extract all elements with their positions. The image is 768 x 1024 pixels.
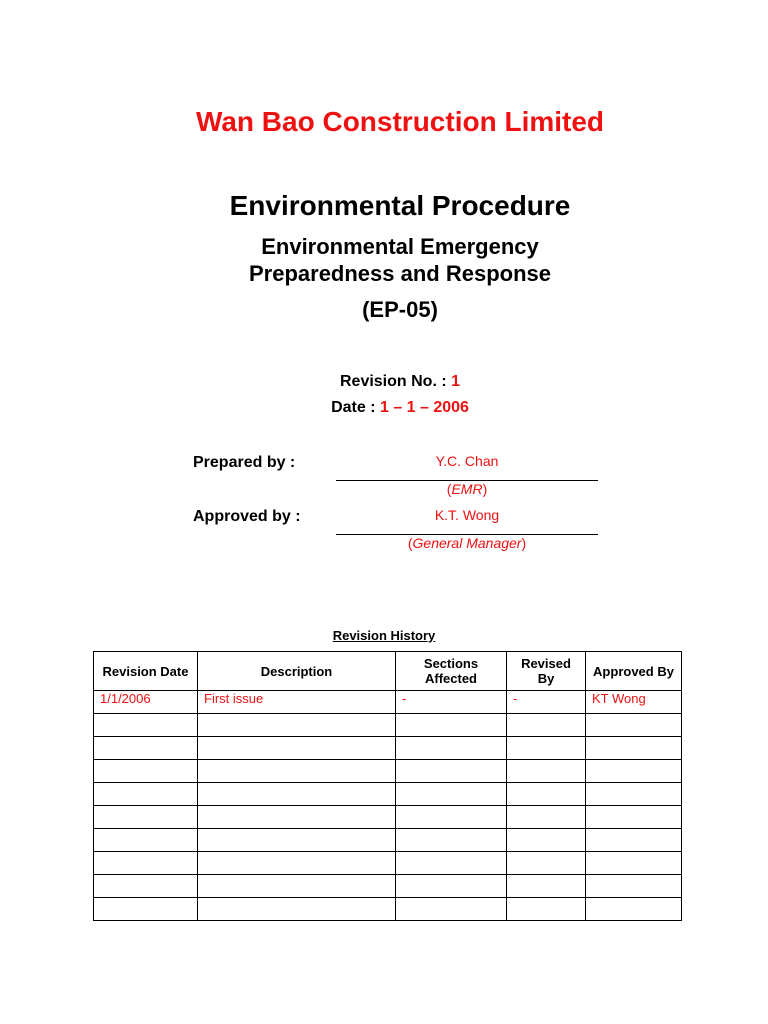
header-description: Description xyxy=(198,652,396,691)
cell-revised-by xyxy=(507,783,586,806)
cell-revision-date xyxy=(94,714,198,737)
cell-revision-date xyxy=(94,829,198,852)
revision-number xyxy=(0,373,768,391)
cell-description xyxy=(198,714,396,737)
date-value: 1 – 1 – 2006 xyxy=(379,399,469,416)
approved-by-label: Approved by : xyxy=(193,508,301,525)
table-header-row xyxy=(94,652,682,691)
document-code: (EP-05) xyxy=(362,297,438,322)
cell-revised-by xyxy=(507,875,586,898)
company-name: Wan Bao Construction Limited xyxy=(195,106,605,137)
cell-description xyxy=(198,737,396,760)
table-row xyxy=(94,806,682,829)
prepared-by-role: (EMR) xyxy=(446,481,488,497)
cell-approved-by xyxy=(586,737,682,760)
revision-value: 1 xyxy=(451,373,461,390)
table-row xyxy=(94,737,682,760)
cell-sections-affected xyxy=(396,829,507,852)
revision-date xyxy=(0,399,768,417)
table-row xyxy=(94,760,682,783)
approved-by-role: (General Manager) xyxy=(407,535,527,551)
cell-revised-by xyxy=(507,829,586,852)
table-row xyxy=(94,691,682,714)
cell-approved-by: KT Wong xyxy=(586,691,682,714)
revision-label: Revision No. : xyxy=(339,373,452,390)
cell-revised-by xyxy=(507,806,586,829)
cell-approved-by xyxy=(586,898,682,921)
table-row xyxy=(94,714,682,737)
cell-revised-by xyxy=(507,852,586,875)
cell-revised-by xyxy=(507,898,586,921)
revision-history-title: Revision History xyxy=(332,628,436,643)
cell-revision-date xyxy=(94,737,198,760)
cell-approved-by xyxy=(586,760,682,783)
cell-revised-by: - xyxy=(507,691,586,714)
header-approved-by: Approved By xyxy=(586,652,682,691)
cell-revision-date xyxy=(94,875,198,898)
cell-revised-by xyxy=(507,760,586,783)
cell-description xyxy=(198,783,396,806)
cell-description xyxy=(198,806,396,829)
cell-approved-by xyxy=(586,714,682,737)
table-row xyxy=(94,852,682,875)
cell-description xyxy=(198,829,396,852)
prepared-by-label: Prepared by : xyxy=(193,454,296,471)
header-revision-date: Revision Date xyxy=(94,652,198,691)
approved-by-name: K.T. Wong xyxy=(434,507,500,523)
cell-revision-date xyxy=(94,806,198,829)
cell-sections-affected xyxy=(396,737,507,760)
cell-approved-by xyxy=(586,783,682,806)
cell-description: First issue xyxy=(198,691,396,714)
header-sections-affected: Sections Affected xyxy=(396,652,507,691)
cell-revision-date xyxy=(94,898,198,921)
cell-description xyxy=(198,875,396,898)
cell-sections-affected xyxy=(396,875,507,898)
header-revised-by: Revised By xyxy=(507,652,586,691)
cell-sections-affected xyxy=(396,806,507,829)
date-label: Date : xyxy=(331,399,380,416)
cell-revision-date: 1/1/2006 xyxy=(94,691,198,714)
cell-approved-by xyxy=(586,829,682,852)
cell-approved-by xyxy=(586,852,682,875)
prepared-by-name: Y.C. Chan xyxy=(435,453,499,469)
cell-revised-by xyxy=(507,714,586,737)
cell-sections-affected xyxy=(396,898,507,921)
table-row xyxy=(94,783,682,806)
cell-description xyxy=(198,852,396,875)
cell-description xyxy=(198,898,396,921)
cell-sections-affected xyxy=(396,852,507,875)
revision-history-table xyxy=(93,651,682,921)
cell-approved-by xyxy=(586,806,682,829)
table-row xyxy=(94,875,682,898)
cell-sections-affected xyxy=(396,783,507,806)
table-row xyxy=(94,898,682,921)
cell-sections-affected xyxy=(396,714,507,737)
cell-revised-by xyxy=(507,737,586,760)
approved-role-text: General Manager xyxy=(412,535,522,551)
cell-description xyxy=(198,760,396,783)
cell-approved-by xyxy=(586,875,682,898)
prepared-role-text: EMR xyxy=(451,481,483,497)
cell-revision-date xyxy=(94,783,198,806)
document-subtitle-line1: Environmental Emergency xyxy=(261,234,539,259)
cell-sections-affected xyxy=(396,760,507,783)
document-subtitle-line2: Preparedness and Response xyxy=(248,261,551,286)
cell-revision-date xyxy=(94,852,198,875)
cell-sections-affected: - xyxy=(396,691,507,714)
cell-revision-date xyxy=(94,760,198,783)
document-title: Environmental Procedure xyxy=(229,190,571,221)
table-row xyxy=(94,829,682,852)
